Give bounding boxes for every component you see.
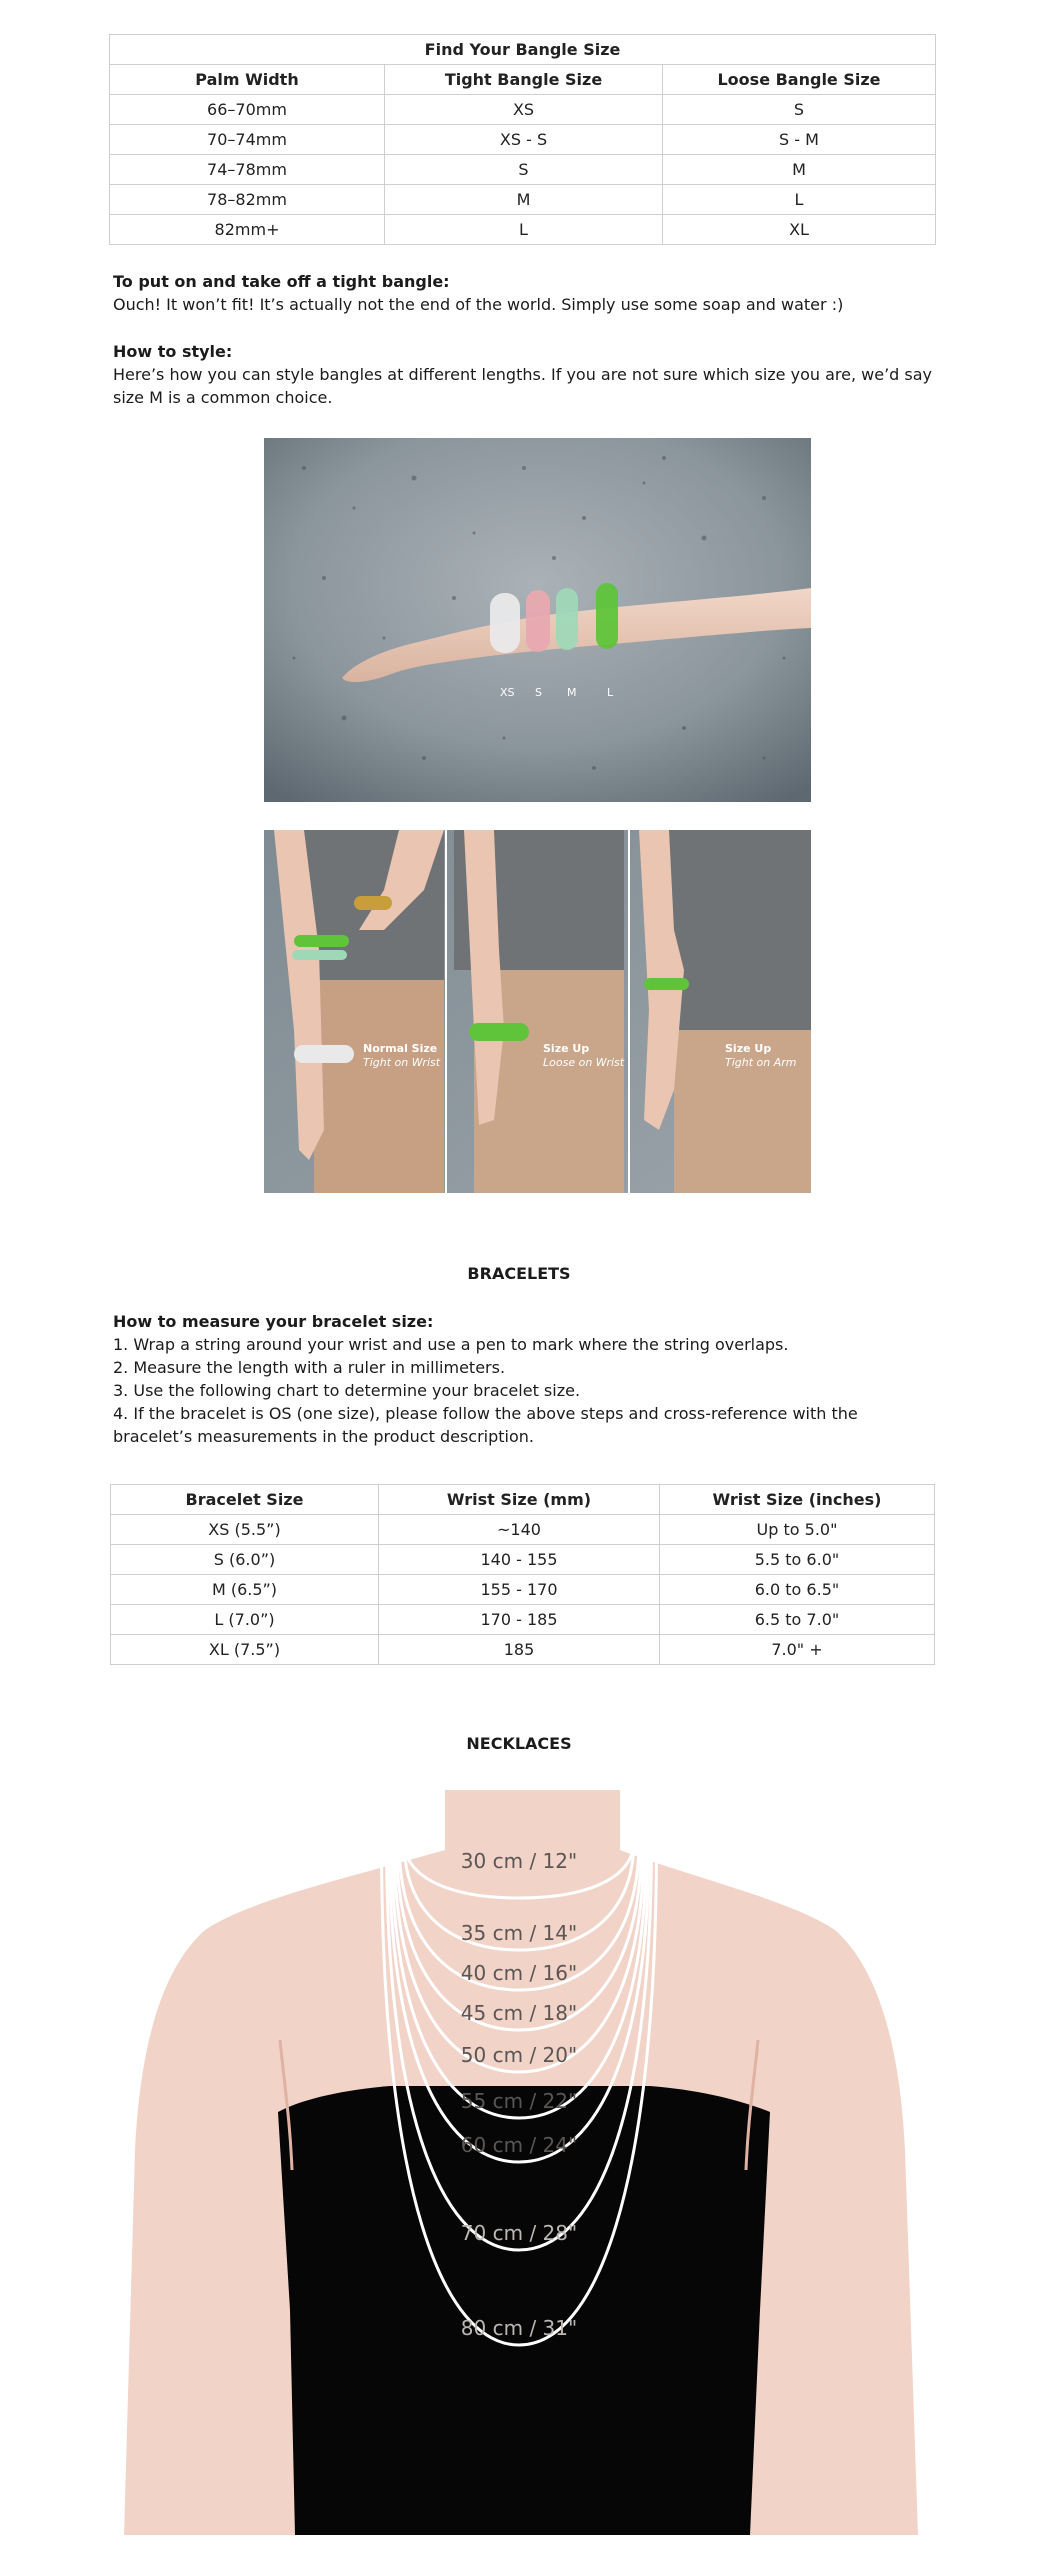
measure-step: 2. Measure the length with a ruler in millimeters. [113,1358,506,1377]
table-cell: 74–78mm [110,155,385,185]
necklace-length-label: 45 cm / 18" [460,2001,578,2025]
table-title-row [110,35,936,65]
how-to-style-section [113,340,933,409]
tight-bangle-section [113,270,933,316]
table-cell: 6.5 to 7.0" [660,1605,935,1635]
necklace-length-label: 35 cm / 14" [460,1921,578,1945]
table-cell: S [385,155,663,185]
measure-step: 4. If the bracelet is OS (one size), please follow the above steps and cross-reference with the bracelet’s measurements in the product description. [113,1404,858,1446]
table-cell: M [663,155,936,185]
panel-2-subtitle: Loose on Wrist [543,1056,625,1069]
necklace-length-label: 40 cm / 16" [460,1961,578,1985]
bangle-styling-photo [264,830,811,1193]
column-header: Tight Bangle Size [385,65,663,95]
necklace-length-label: 55 cm / 22" [460,2089,578,2113]
styling-photo-illustration [264,830,811,1193]
table-header-row [110,65,936,95]
table-cell: XS (5.5”) [111,1515,379,1545]
size-label-s: S [535,686,542,699]
section-heading: How to measure your bracelet size: [113,1312,434,1331]
table-row [111,1515,935,1545]
table-cell: S - M [663,125,936,155]
table-row [110,95,936,125]
table-cell: L [385,215,663,245]
column-header: Wrist Size (inches) [660,1485,935,1515]
panel-3-subtitle: Tight on Arm [725,1056,797,1069]
necklace-length-label: 80 cm / 31" [460,2316,578,2340]
table-cell: 78–82mm [110,185,385,215]
table-row [110,125,936,155]
panel-1-title: Normal Size [363,1042,438,1055]
section-heading: How to style: [113,342,233,361]
measure-step: 1. Wrap a string around your wrist and use a pen to mark where the string overlaps. [113,1335,789,1354]
measure-step: 3. Use the following chart to determine your bracelet size. [113,1381,581,1400]
necklace-length-label: 30 cm / 12" [460,1849,578,1873]
panel-3-title: Size Up [725,1042,772,1055]
table-cell: S (6.0”) [111,1545,379,1575]
column-header: Loose Bangle Size [663,65,936,95]
bracelets-title: BRACELETS [467,1264,571,1283]
bracelet-measure-section [113,1310,933,1448]
column-header: Palm Width [110,65,385,95]
table-row [111,1545,935,1575]
table-cell: 155 - 170 [379,1575,660,1605]
table-cell: 7.0" + [660,1635,935,1665]
table-row [111,1635,935,1665]
table-cell: XS [385,95,663,125]
size-label-m: M [567,686,577,699]
column-header: Wrist Size (mm) [379,1485,660,1515]
size-label-l: L [607,686,614,699]
size-label-xs: XS [500,686,515,699]
table-cell: XL [663,215,936,245]
panel-1-subtitle: Tight on Wrist [363,1056,441,1069]
necklace-length-illustration [0,1790,1038,2535]
table-cell: 82mm+ [110,215,385,245]
table-cell: L (7.0”) [111,1605,379,1635]
column-header: Bracelet Size [111,1485,379,1515]
arm-photo-illustration [264,438,811,802]
table-cell: 66–70mm [110,95,385,125]
bracelet-size-table [110,1484,935,1665]
table-header-row [111,1485,935,1515]
bangle-size-table [109,34,936,245]
table-cell: L [663,185,936,215]
table-cell: XL (7.5”) [111,1635,379,1665]
necklace-length-label: 60 cm / 24" [460,2133,578,2157]
necklace-length-diagram [0,1790,1038,2535]
table-cell: 70–74mm [110,125,385,155]
table-cell: 185 [379,1635,660,1665]
table-cell: XS - S [385,125,663,155]
table-cell: 6.0 to 6.5" [660,1575,935,1605]
section-text: Ouch! It won’t fit! It’s actually not the end of the world. Simply use some soap and water :) [113,295,844,314]
bangle-sizes-photo [264,438,811,802]
table-row [110,185,936,215]
table-title: Find Your Bangle Size [110,35,936,65]
table-cell: M [385,185,663,215]
section-text: Here’s how you can style bangles at different lengths. If you are not sure which size you are, we’d say size M is a common choice. [113,365,933,407]
table-row [110,215,936,245]
table-row [110,155,936,185]
panel-2-title: Size Up [543,1042,590,1055]
table-cell: 170 - 185 [379,1605,660,1635]
table-cell: S [663,95,936,125]
section-heading: To put on and take off a tight bangle: [113,272,450,291]
table-cell: 5.5 to 6.0" [660,1545,935,1575]
table-cell: 140 - 155 [379,1545,660,1575]
table-cell: ~140 [379,1515,660,1545]
table-row [111,1605,935,1635]
table-cell: Up to 5.0" [660,1515,935,1545]
necklace-length-label: 50 cm / 20" [460,2043,578,2067]
necklaces-title: NECKLACES [466,1734,572,1753]
table-row [111,1575,935,1605]
necklace-length-label: 70 cm / 28" [460,2221,578,2245]
table-cell: M (6.5”) [111,1575,379,1605]
